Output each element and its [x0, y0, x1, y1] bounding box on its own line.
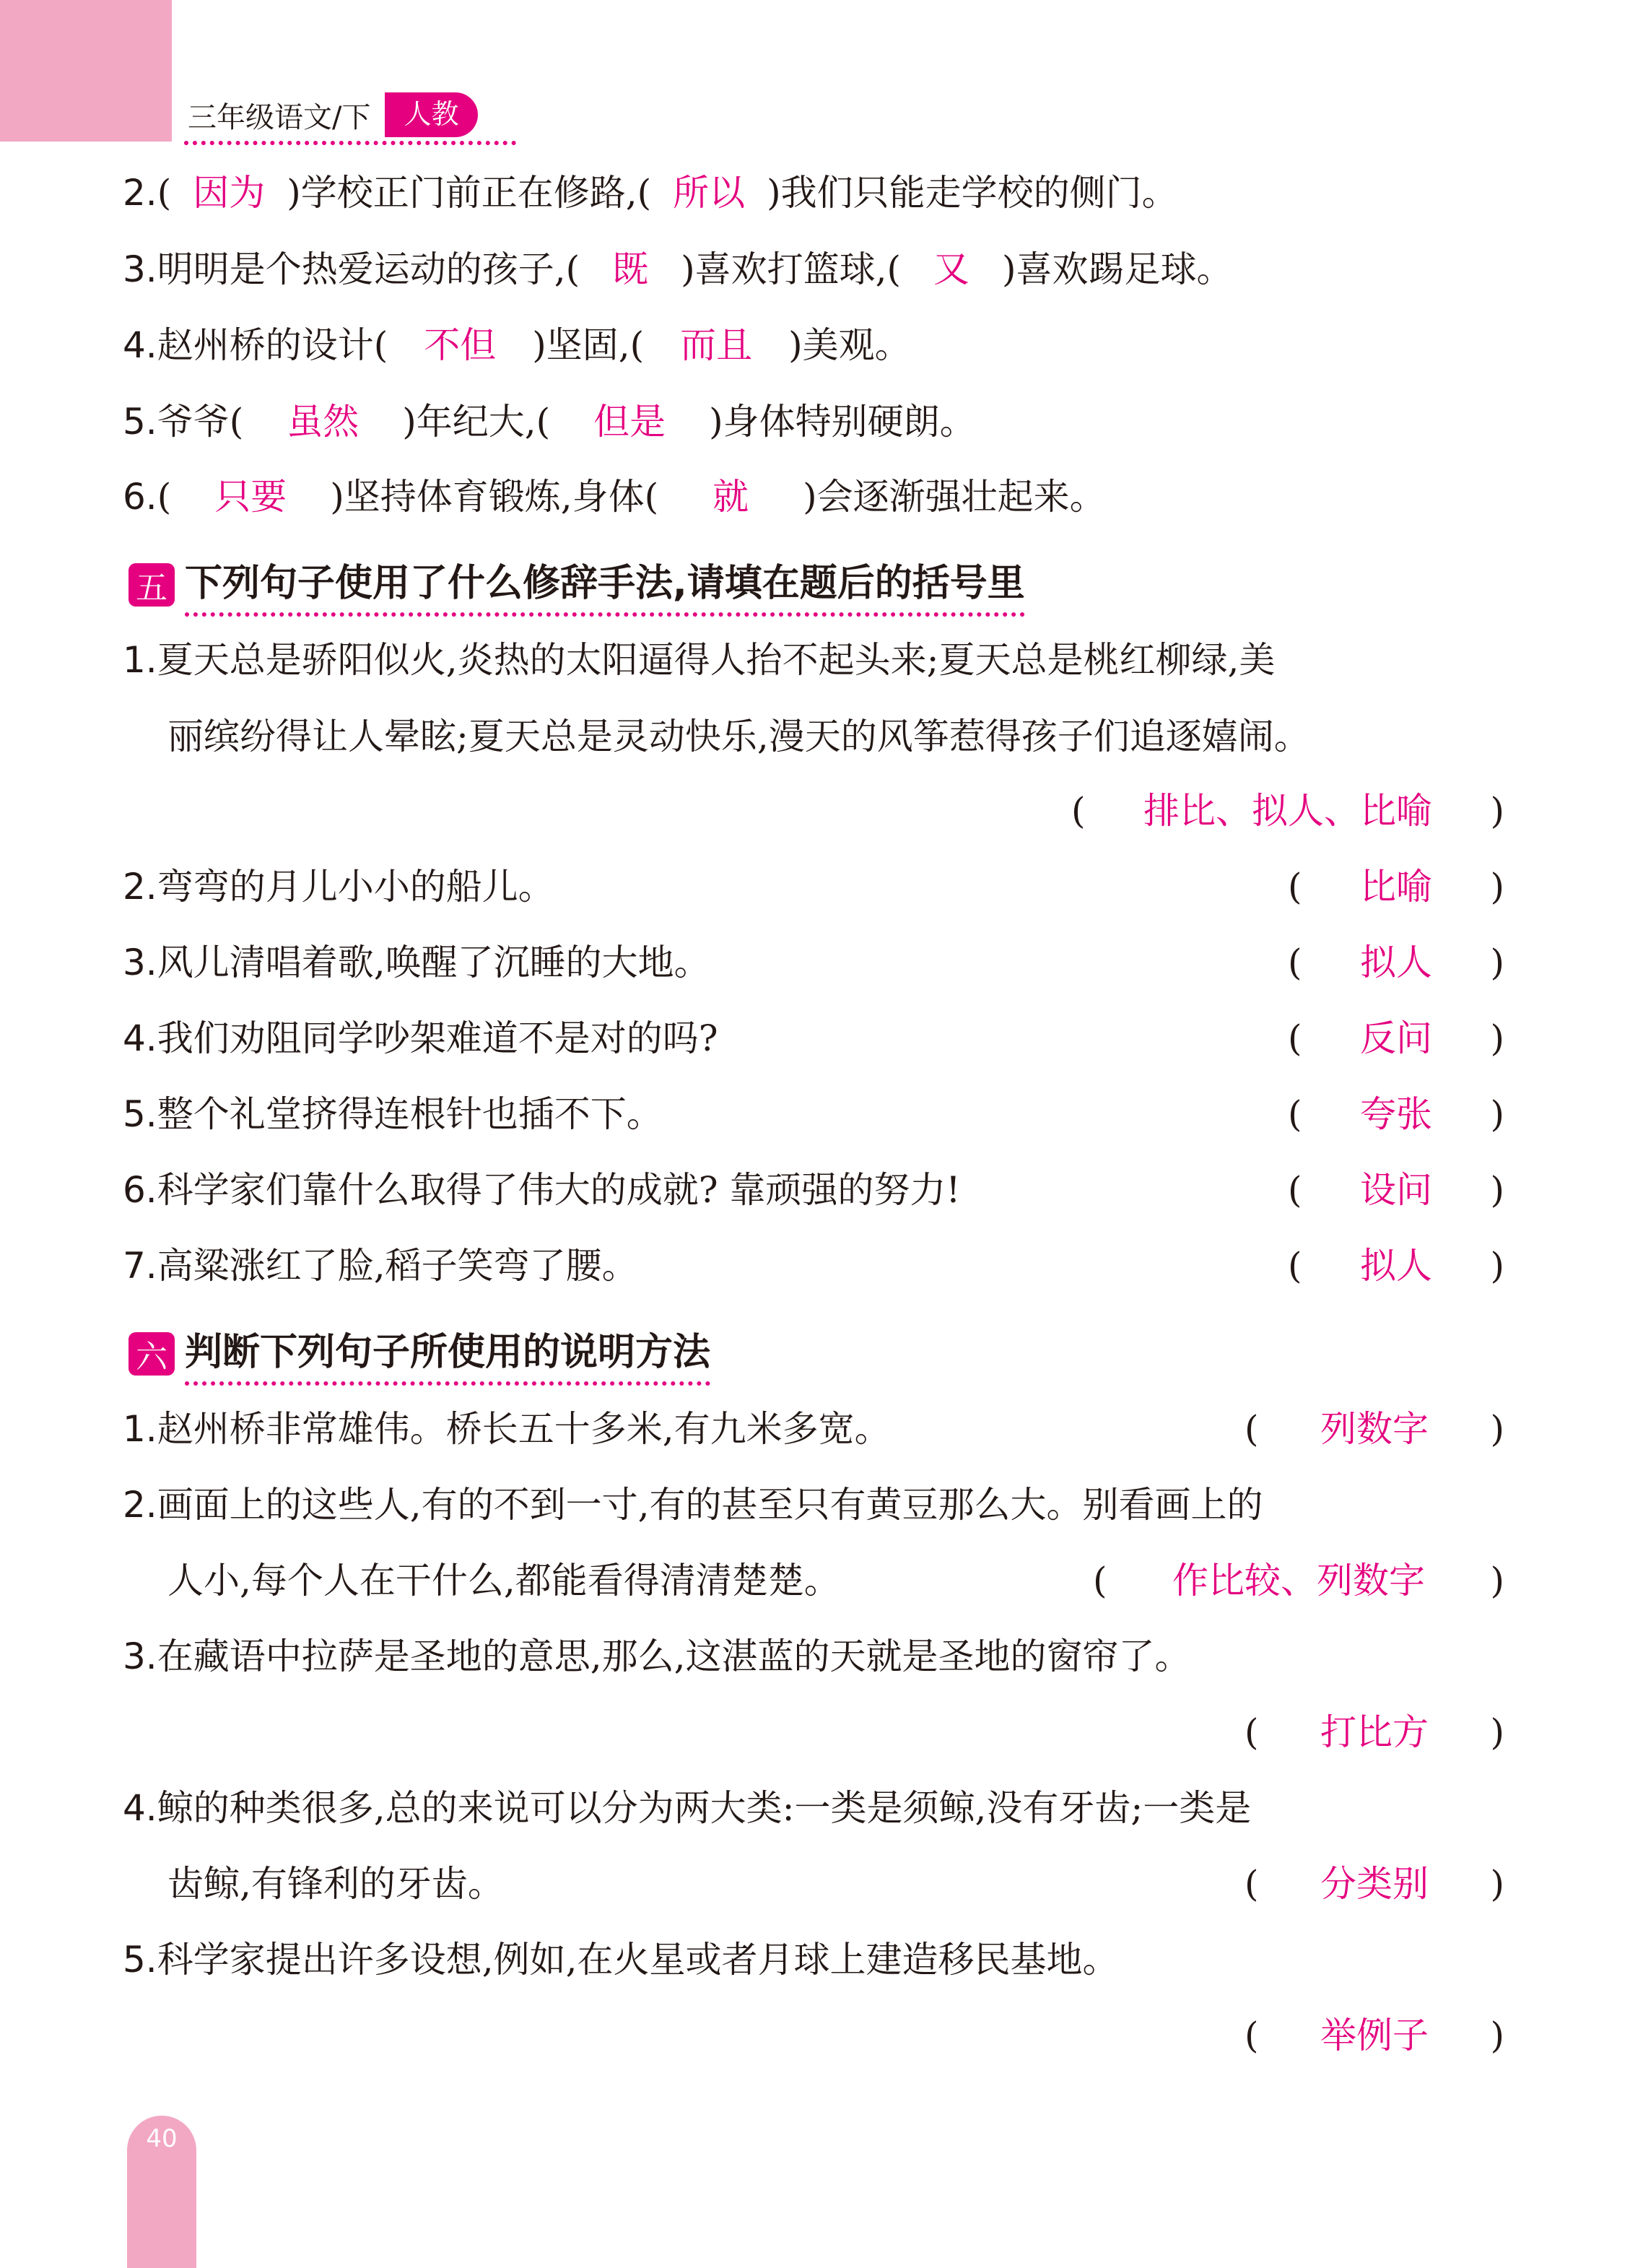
- text-part: )会逐渐强壮起来。: [803, 476, 1106, 518]
- bracket-close: ): [1490, 1560, 1504, 1602]
- text-part: )身体特别硬朗。: [709, 401, 976, 443]
- answer: 又: [933, 248, 970, 290]
- answer: 因为: [193, 172, 266, 214]
- answer: 拟人: [1360, 942, 1432, 983]
- text-part: )喜欢踢足球。: [1002, 248, 1233, 290]
- item-number: 3.: [123, 1635, 157, 1677]
- text-part: )喜欢打篮球,(: [681, 248, 902, 290]
- bracket-open: (: [1245, 1863, 1259, 1905]
- bracket-open: (: [1288, 866, 1302, 908]
- item-number: 1.: [123, 639, 157, 681]
- bracket-open: (: [1288, 1245, 1302, 1287]
- page-number: 40: [146, 2124, 178, 2153]
- method-item-2-cont: [167, 1559, 840, 1602]
- text-part: )坚持体育锻炼,身体(: [330, 476, 659, 518]
- item-text: 画面上的这些人,有的不到一寸,有的甚至只有黄豆那么大。别看画上的: [157, 1484, 1263, 1526]
- text-part: )我们只能走学校的侧门。: [767, 172, 1178, 214]
- answer: 打比方: [1320, 1711, 1429, 1753]
- answer: 作比较、列数字: [1172, 1560, 1425, 1602]
- answer: 排比、拟人、比喻: [1143, 790, 1432, 832]
- item-text: 我们劝阻同学吵架难道不是对的吗?: [157, 1017, 718, 1059]
- bracket-close: ): [1490, 1017, 1504, 1059]
- section-number-badge: 六: [128, 1332, 175, 1376]
- answer: 分类别: [1320, 1863, 1429, 1905]
- section-number-badge: 五: [128, 563, 175, 607]
- text-part: (: [157, 476, 172, 518]
- rhetoric-item-3: [123, 941, 710, 984]
- corner-decoration: [0, 0, 172, 142]
- bracket-open: (: [1245, 1711, 1259, 1753]
- bracket-close: ): [1490, 1711, 1504, 1753]
- item-number: 2.: [123, 172, 157, 214]
- method-item-4-cont: [167, 1862, 504, 1906]
- item-number: 7.: [123, 1245, 157, 1287]
- answer: 既: [612, 248, 649, 290]
- item-number: 3.: [123, 248, 157, 290]
- rhetoric-item-6: [123, 1168, 961, 1212]
- item-number: 4.: [123, 324, 157, 366]
- item-text: 风儿清唱着歌,唤醒了沉睡的大地。: [157, 942, 710, 983]
- section-title: 判断下列句子所使用的说明方法: [185, 1321, 710, 1386]
- item-number: 5.: [123, 1093, 157, 1135]
- item-number: 2.: [123, 866, 157, 908]
- answer: 就: [712, 476, 749, 518]
- answer: 但是: [593, 401, 666, 443]
- bracket-open: (: [1093, 1560, 1107, 1602]
- conj-item-3: [123, 248, 1233, 291]
- conj-item-6: [123, 475, 1106, 518]
- answer: 所以: [673, 172, 746, 214]
- bracket-open: (: [1245, 2015, 1259, 2056]
- method-item-2: [123, 1483, 1263, 1526]
- item-number: 6.: [123, 476, 157, 518]
- bracket-open: (: [1245, 1408, 1259, 1450]
- conj-item-2: [123, 171, 1178, 214]
- text-part: )美观。: [788, 324, 911, 366]
- item-text: 夏天总是骄阳似火,炎热的太阳逼得人抬不起头来;夏天总是桃红柳绿,美: [157, 639, 1276, 681]
- rhetoric-item-1-cont: [167, 715, 1310, 758]
- bracket-open: (: [1071, 790, 1086, 832]
- item-text: 弯弯的月儿小小的船儿。: [157, 866, 554, 908]
- bracket-close: ): [1490, 2015, 1504, 2056]
- grade-subject-label: 三年级语文/下: [188, 100, 371, 134]
- bracket-close: ): [1490, 1408, 1504, 1450]
- answer: 而且: [680, 324, 753, 366]
- bracket-close: ): [1490, 790, 1504, 832]
- item-number: 6.: [123, 1169, 157, 1211]
- answer: 设问: [1360, 1169, 1432, 1211]
- item-number: 5.: [123, 401, 157, 443]
- method-item-4: [123, 1786, 1251, 1830]
- item-text: 赵州桥非常雄伟。桥长五十多米,有九米多宽。: [157, 1408, 891, 1450]
- rhetoric-item-7: [123, 1244, 638, 1287]
- item-number: 3.: [123, 942, 157, 983]
- bracket-open: (: [1288, 1017, 1302, 1059]
- item-number: 1.: [123, 1408, 157, 1450]
- answer: 举例子: [1320, 2015, 1429, 2056]
- method-item-3: [123, 1635, 1191, 1678]
- method-item-5: [123, 1938, 1119, 1981]
- conj-item-5: [123, 400, 976, 443]
- text-part: 赵州桥的设计(: [157, 324, 388, 366]
- rhetoric-item-4: [123, 1017, 718, 1060]
- conj-item-4: [123, 323, 911, 367]
- bracket-close: ): [1490, 1245, 1504, 1287]
- item-text: 科学家提出许多设想,例如,在火星或者月球上建造移民基地。: [157, 1939, 1119, 1981]
- item-text: 齿鲸,有锋利的牙齿。: [167, 1863, 504, 1905]
- bracket-close: ): [1490, 942, 1504, 983]
- answer: 只要: [214, 476, 287, 518]
- item-text: 丽缤纷得让人晕眩;夏天总是灵动快乐,漫天的风筝惹得孩子们追逐嬉闹。: [167, 716, 1310, 757]
- text-part: 明明是个热爱运动的孩子,(: [157, 248, 580, 290]
- bracket-open: (: [1288, 1093, 1302, 1135]
- rhetoric-item-1: [123, 638, 1275, 682]
- answer: 比喻: [1360, 866, 1432, 908]
- item-text: 科学家们靠什么取得了伟大的成就? 靠顽强的努力!: [157, 1169, 961, 1211]
- item-text: 人小,每个人在干什么,都能看得清清楚楚。: [167, 1560, 840, 1602]
- header-divider: [184, 141, 516, 145]
- text-part: (: [157, 172, 172, 214]
- text-part: )学校正门前正在修路,(: [287, 172, 652, 214]
- section-title: 下列句子使用了什么修辞手法,请填在题后的括号里: [185, 552, 1025, 617]
- rhetoric-item-5: [123, 1092, 663, 1136]
- text-part: 爷爷(: [157, 401, 244, 443]
- item-text: 在藏语中拉萨是圣地的意思,那么,这湛蓝的天就是圣地的窗帘了。: [157, 1635, 1191, 1677]
- answer: 列数字: [1320, 1408, 1429, 1450]
- answer: 反问: [1360, 1017, 1432, 1059]
- text-part: )年纪大,(: [402, 401, 551, 443]
- item-number: 4.: [123, 1787, 157, 1829]
- item-text: 鲸的种类很多,总的来说可以分为两大类:一类是须鲸,没有牙齿;一类是: [157, 1787, 1252, 1829]
- bracket-close: ): [1490, 1863, 1504, 1905]
- method-item-1: [123, 1407, 891, 1451]
- bracket-open: (: [1288, 942, 1302, 983]
- edition-badge: 人教: [385, 92, 477, 137]
- bracket-close: ): [1490, 1093, 1504, 1135]
- bracket-close: ): [1490, 1169, 1504, 1211]
- item-number: 5.: [123, 1939, 157, 1981]
- bracket-open: (: [1288, 1169, 1302, 1211]
- answer: 不但: [424, 324, 497, 366]
- answer: 夸张: [1360, 1093, 1432, 1135]
- item-text: 整个礼堂挤得连根针也插不下。: [157, 1093, 663, 1135]
- section-5-heading: [128, 552, 1025, 617]
- rhetoric-item-2: [123, 865, 554, 908]
- item-number: 2.: [123, 1484, 157, 1526]
- item-number: 4.: [123, 1017, 157, 1059]
- answer: 虽然: [287, 401, 359, 443]
- bracket-close: ): [1490, 866, 1504, 908]
- section-6-heading: [128, 1321, 710, 1386]
- page-header: [188, 92, 478, 137]
- answer: 拟人: [1360, 1245, 1432, 1287]
- text-part: )坚固,(: [532, 324, 645, 366]
- item-text: 高粱涨红了脸,稻子笑弯了腰。: [157, 1245, 638, 1287]
